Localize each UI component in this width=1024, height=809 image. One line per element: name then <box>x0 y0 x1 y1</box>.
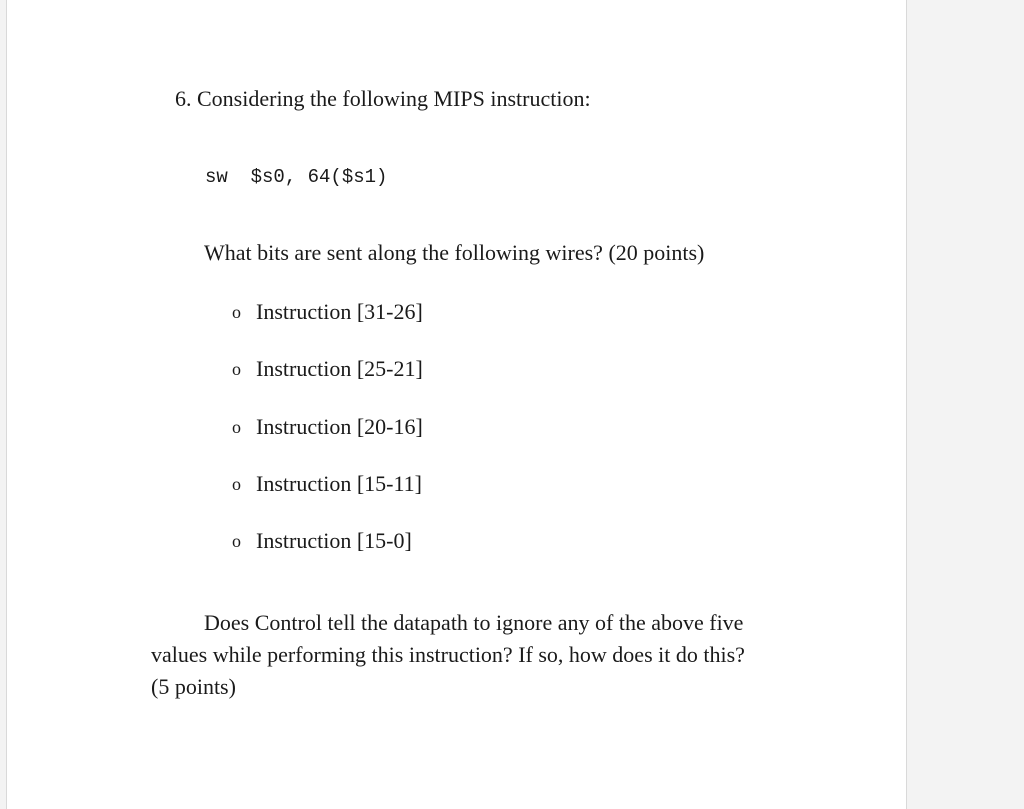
list-item <box>232 527 423 584</box>
list-item <box>232 413 423 470</box>
wire-label: Instruction [31-26] <box>256 299 423 324</box>
bullet-circle-icon: o <box>232 531 241 552</box>
list-item <box>232 298 423 355</box>
wire-label: Instruction [20-16] <box>256 413 423 439</box>
bullet-circle-icon: o <box>232 473 241 494</box>
wire-label: Instruction [15-0] <box>256 528 412 554</box>
bullet-circle-icon: o <box>232 359 241 380</box>
list-item <box>232 470 423 527</box>
wire-list <box>232 298 423 584</box>
list-item <box>232 355 423 412</box>
wire-label: Instruction [25-21] <box>256 356 423 382</box>
question-prompt: What bits are sent along the following wires? (20 points) <box>204 240 705 265</box>
question-heading: 6. Considering the following MIPS instruction: <box>175 86 591 111</box>
bullet-circle-icon: o <box>232 302 241 322</box>
mips-instruction-code: sw $s0, 64($s1) <box>205 166 388 188</box>
document-page <box>6 0 907 809</box>
wire-label: Instruction [15-11] <box>256 470 422 496</box>
bullet-circle-icon: o <box>232 416 241 437</box>
followup-question: Does Control tell the datapath to ignore any of the above five values while performing this instruction? If so, how does it do this? (5 points) <box>151 610 745 699</box>
